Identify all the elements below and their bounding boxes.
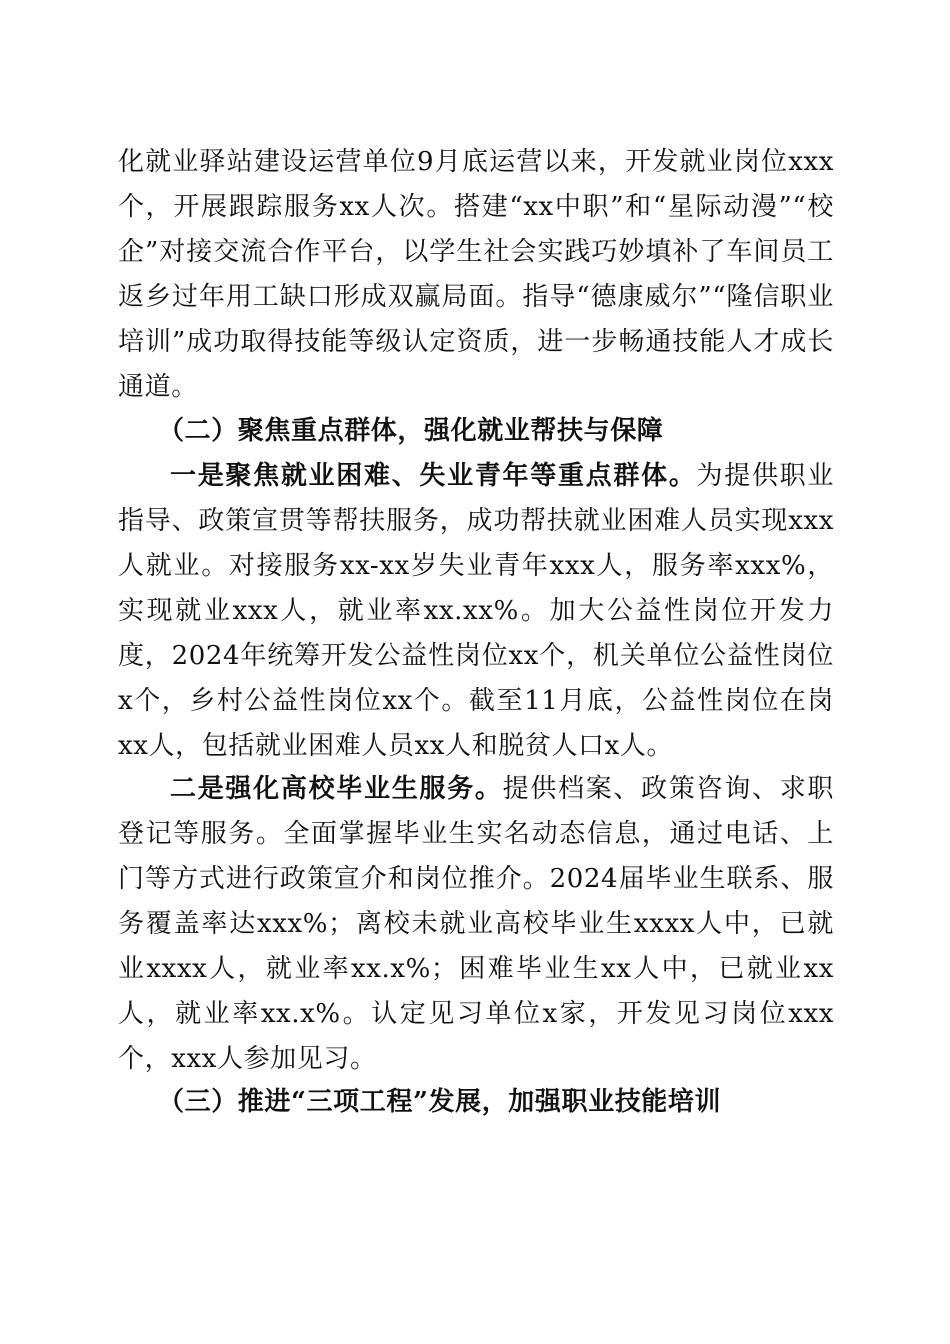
- section-heading-three-projects: （三）推进“三项工程”发展，加强职业技能培训: [158, 1087, 722, 1117]
- paragraph-graduates: [118, 767, 834, 1082]
- section-heading-key-groups: （二）聚焦重点群体，强化就业帮扶与保障: [158, 416, 664, 446]
- paragraph-lead-key-groups: 一是聚焦就业困难、失业青年等重点群体。: [170, 461, 697, 491]
- paragraph-body-key-groups: 为提供职业指导、政策宣贯等帮扶服务，成功帮扶就业困难人员实现xxx人就业。对接服务xx-xx岁失业青年xxx人，服务率xxx%，实现就业xxx人，就业率xx.xx%。加大公益性岗位开发力度，2024年统筹开发公益性岗位xx个，机关单位公益性岗位x个，乡村公益性岗位xx个。截至11月底，公益性岗位在岗xx人，包括就业困难人员xx人和脱贫人口x人。: [118, 461, 834, 761]
- paragraph-key-groups: [118, 454, 834, 769]
- paragraph-body-graduates: 提供档案、政策咨询、求职登记等服务。全面掌握毕业生实名动态信息，通过电话、上门等方式进行政策宣介和岗位推介。2024届毕业生联系、服务覆盖率达xxx%；离校未就业高校毕业生xxxx人中，已就业xxxx人，就业率xx.x%；困难毕业生xx人中，已就业xx人，就业率xx.x%。认定见习单位x家，开发见习岗位xxx个，xxx人参加见习。: [118, 774, 835, 1074]
- paragraph-employment-station: 化就业驿站建设运营单位9月底运营以来，开发就业岗位xxx个，开展跟踪服务xx人次。搭建“xx中职”和“星际动漫”“校企”对接交流合作平台，以学生社会实践巧妙填补了车间员工返乡过年用工缺口形成双赢局面。指导“德康威尔”“隆信职业培训”成功取得技能等级认定资质，进一步畅通技能人才成长通道。: [118, 147, 834, 402]
- paragraph-lead-graduates: 二是强化高校毕业生服务。: [170, 774, 503, 804]
